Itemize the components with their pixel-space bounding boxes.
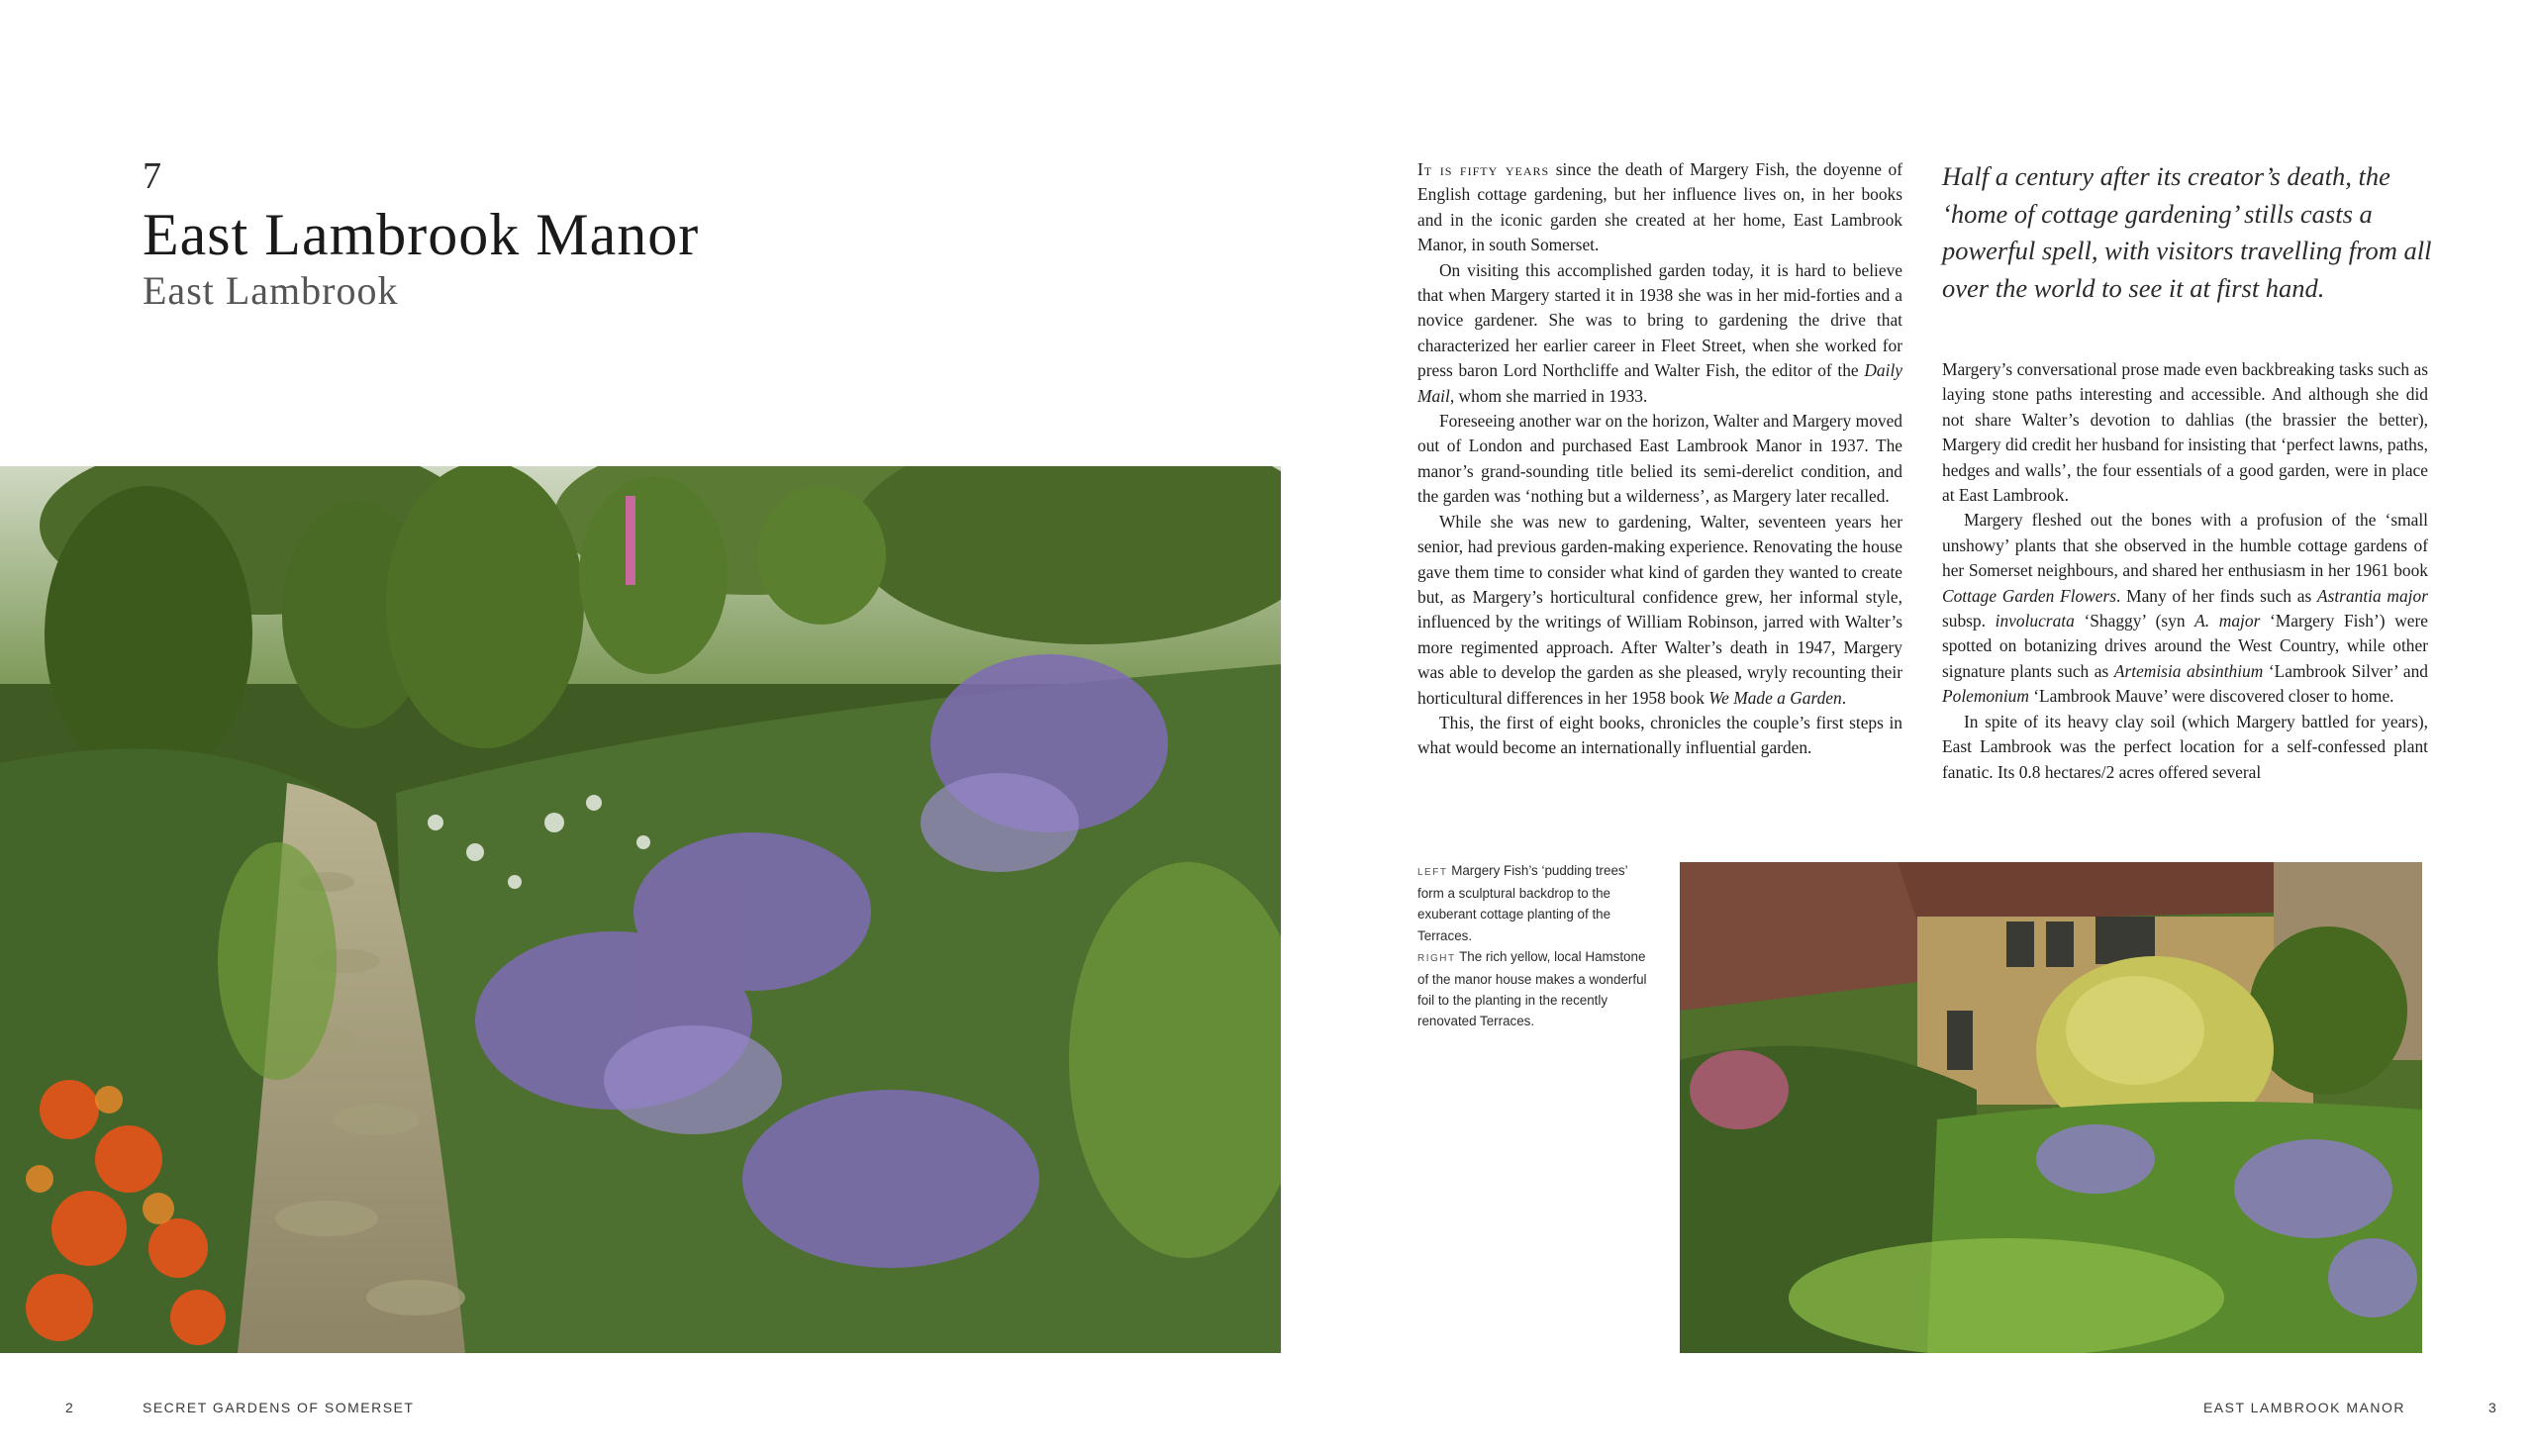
- plant-name: involucrata: [1995, 611, 2075, 631]
- lead-in: It is fifty years: [1417, 159, 1550, 179]
- book-title: We Made a Garden: [1708, 687, 1842, 708]
- page-number-left: 2: [65, 1400, 75, 1415]
- body-paragraph: Margery’s conversational prose made even backbreaking tasks such as laying stone paths interesting and accessible. And although she did not share Walter’s devotion to dahlias (the brassier the better), Margery did credit her husband for insisting that ‘perfect lawns, paths, hedges and walls’, the four essentials of a good garden, were in place at East Lambrook.: [1942, 359, 2428, 506]
- running-head-left: SECRET GARDENS OF SOMERSET: [143, 1400, 415, 1415]
- paragraph-text: . Many of her finds such as: [2116, 585, 2317, 606]
- paragraph-text: subsp.: [1942, 611, 1996, 631]
- paragraph-text: While she was new to gardening, Walter, seventeen years her senior, had previous garden-making experience. Renovating the house gave them time to consider what kind of garden they wanted to create but, as Margery’s horticultural confidence grew, her informal style, influenced by the writings of William Robinson, jarred with Walter’s more regimented approach. After Walter’s death in 1947, Margery was able to develop the garden as she pleased, wryly recounting their horticultural differences in her 1958 book: [1417, 511, 1902, 708]
- chapter-number: 7: [143, 155, 161, 197]
- photo-caption: [1417, 860, 1655, 1032]
- caption-tag-left: LEFT: [1417, 867, 1448, 878]
- chapter-subtitle: East Lambrook: [143, 268, 399, 313]
- book-title: Cottage Garden Flowers: [1942, 585, 2117, 606]
- plant-name: Astrantia major: [2316, 585, 2428, 606]
- paragraph-text: On visiting this accomplished garden today, it is hard to believe that when Margery started it in 1938 she was in her mid-forties and a novice gardener. She was to bring to gardening the drive that characterized her earlier career in Fleet Street, when she worked for press baron Lord Northcliffe and Walter Fish, the editor of the: [1417, 259, 1902, 381]
- paragraph-text: ‘Shaggy’ (syn: [2074, 611, 2195, 631]
- running-head-right: EAST LAMBROOK MANOR: [2202, 1400, 2405, 1415]
- caption-text-left: Margery Fish’s ‘pudding trees’ form a sculptural backdrop to the exuberant cottage planting of the Terraces.: [1417, 863, 1628, 943]
- body-column-left: [1417, 157, 1902, 761]
- paragraph-text: .: [1841, 687, 1847, 708]
- body-paragraph: [1417, 157, 1902, 258]
- paragraph-text: ‘Lambrook Mauve’ were discovered closer to home.: [2028, 686, 2394, 707]
- body-paragraph: [1942, 508, 2428, 709]
- publication-title: Daily Mail: [1417, 360, 1902, 406]
- body-paragraph: This, the first of eight books, chronicles the couple’s first steps in what would become an internationally influential garden.: [1417, 712, 1902, 758]
- caption-tag-right: RIGHT: [1417, 952, 1456, 964]
- chapter-title: East Lambrook Manor: [143, 202, 700, 267]
- plant-name: A. major: [2194, 611, 2261, 631]
- plant-name: Artemisia absinthium: [2113, 660, 2264, 681]
- plant-name: Polemonium: [1942, 686, 2029, 707]
- page-number-right: 3: [2488, 1400, 2498, 1415]
- garden-path-photo: [0, 466, 1281, 1353]
- paragraph-text: ‘Margery Fish’) were spotted on botanizing drives around the West Country, while other signature plants such as: [1942, 611, 2428, 681]
- body-paragraph: [1417, 258, 1902, 409]
- pull-quote: Half a century after its creator’s death, the ‘home of cottage gardening’ stills casts a powerful spell, with visitors travelling from all over the world to see it at first hand.: [1942, 161, 2432, 303]
- paragraph-text: since the death of Margery Fish, the doyenne of English cottage gardening, but her influence lives on, in her books and in the iconic garden she created at her home, East Lambrook Manor, in south Somerset.: [1417, 159, 1903, 255]
- paragraph-text: Margery fleshed out the bones with a profusion of the ‘small unshowy’ plants that she observed in the humble cottage gardens of her Somerset neighbours, and shared her enthusiasm in her 1961 book: [1942, 510, 2428, 581]
- paragraph-text: ‘Lambrook Silver’ and: [2263, 660, 2428, 681]
- body-paragraph: In spite of its heavy clay soil (which Margery battled for years), East Lambrook was the perfect location for a self-confessed plant fanatic. Its 0.8 hectares/2 acres offered several: [1942, 711, 2428, 782]
- paragraph-text: , whom she married in 1933.: [1449, 385, 1648, 406]
- body-paragraph: Foreseeing another war on the horizon, Walter and Margery moved out of London and purchased East Lambrook Manor in 1937. The manor’s grand-sounding title belied its semi-derelict condition, and the garden was ‘nothing but a wilderness’, as Margery later recalled.: [1417, 411, 1902, 507]
- caption-text-right: The rich yellow, local Hamstone of the manor house makes a wonderful foil to the planting in the recently renovated Terraces.: [1417, 948, 1647, 1029]
- manor-house-photo: [1680, 862, 2422, 1353]
- body-column-right: [1942, 357, 2428, 785]
- body-paragraph: [1417, 510, 1902, 711]
